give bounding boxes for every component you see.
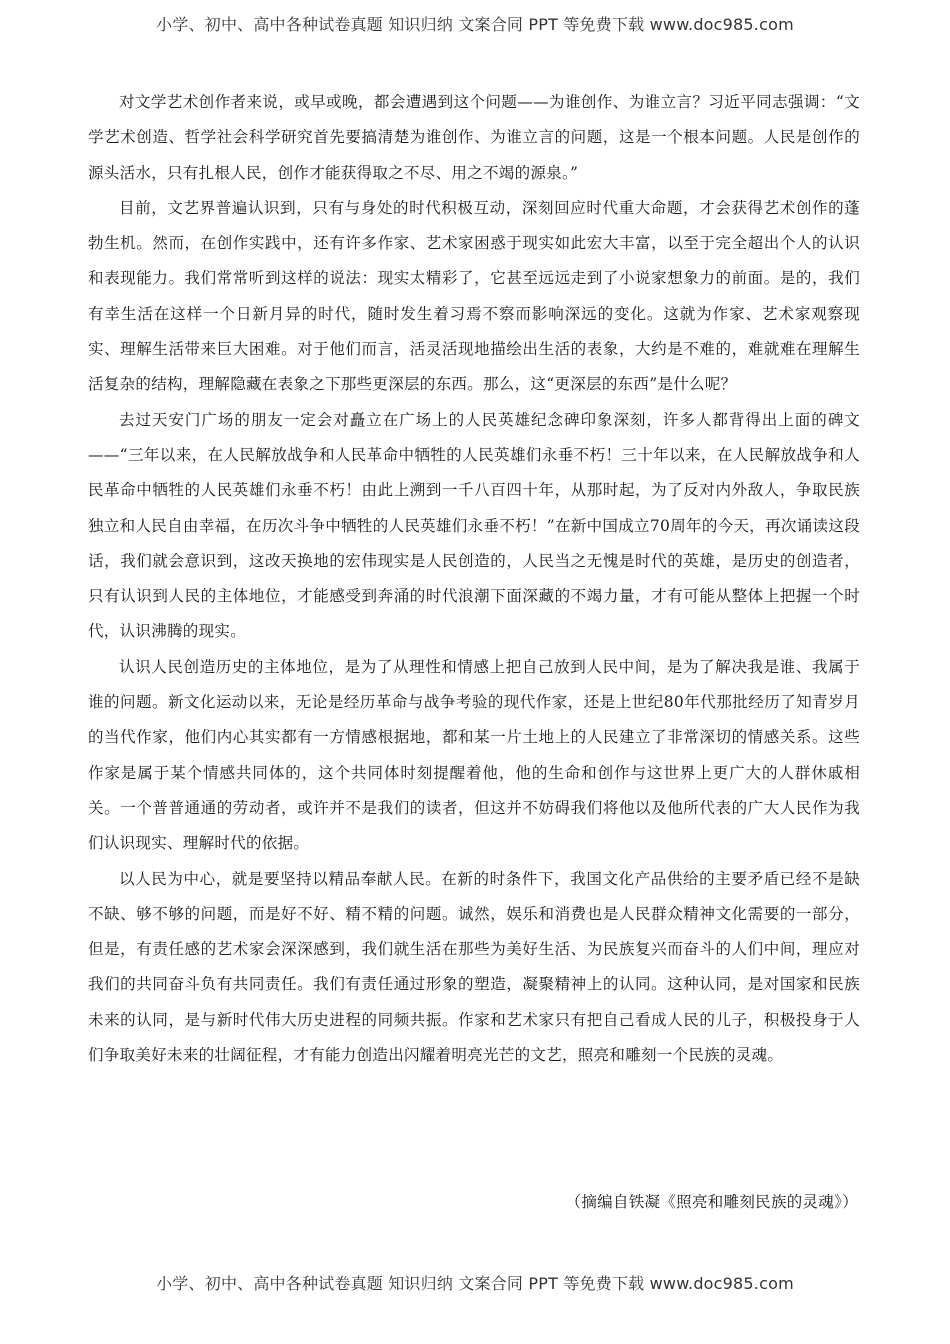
paragraph-3: 去过天安门广场的朋友一定会对矗立在广场上的人民英雄纪念碑印象深刻，许多人都背得出上面的碑文——“三年以来，在人民解放战争和人民革命中牺牲的人民英雄们永垂不朽！三十年以来，在人民解放战争和人民革命中牺牲的人民英雄们永垂不朽！由此上溯到一千八百四十年，从那时起，为了反对内外敌人，争取民族独立和人民自由幸福，在历次斗争中牺牲的人民英雄们永垂不朽！”在新中国成立70周年的今天，再次诵读这段话，我们就会意识到，这改天换地的宏伟现实是人民创造的，人民当之无愧是时代的英雄，是历史的创造者，只有认识到人民的主体地位，才能感受到奔涌的时代浪潮下面深藏的不竭力量，才有可能从整体上把握一个时代，认识沸腾的现实。	[88, 410, 860, 641]
paragraph-1: 对文学艺术创作者来说，或早或晚，都会遭遇到这个问题——为谁创作、为谁立言？习近平同志强调：“文学艺术创造、哲学社会科学研究首先要搞清楚为谁创作、为谁立言的问题，这是一个根本问题。人民是创作的源头活水，只有扎根人民，创作才能获得取之不尽、用之不竭的源泉。”	[88, 93, 860, 182]
page-header: 小学、初中、高中各种试卷真题 知识归纳 文案合同 PPT 等免费下载 www.doc985.com	[156, 15, 794, 34]
paragraph-2: 目前，文艺界普遍认识到，只有与身处的时代积极互动，深刻回应时代重大命题，才会获得艺术创作的蓬勃生机。然而，在创作实践中，还有许多作家、艺术家困惑于现实如此宏大丰富，以至于完全超出个人的认识和表现能力。我们常常听到这样的说法：现实太精彩了，它甚至远远走到了小说家想象力的前面。是的，我们有幸生活在这样一个日新月异的时代，随时发生着习焉不察而影响深远的变化。这就为作家、艺术家观察现实、理解生活带来巨大困难。对于他们而言，活灵活现地描绘出生活的表象，大约是不难的，难就难在理解生活复杂的结构，理解隐藏在表象之下那些更深层的东西。那么，这“更深层的东西”是什么呢？	[88, 198, 860, 394]
article-source: （摘编自铁凝《照亮和雕刻民族的灵魂》）	[565, 1193, 858, 1211]
article-body	[88, 85, 860, 1073]
paragraph-5: 以人民为中心，就是要坚持以精品奉献人民。在新的时条件下，我国文化产品供给的主要矛盾已经不是缺不缺、够不够的问题，而是好不好、精不精的问题。诚然，娱乐和消费也是人民群众精神文化需要的一部分，但是，有责任感的艺术家会深深感到，我们就生活在那些为美好生活、为民族复兴而奋斗的人们中间，理应对我们的共同奋斗负有共同责任。我们有责任通过形象的塑造，凝聚精神上的认同。这种认同，是对国家和民族未来的认同，是与新时代伟大历史进程的同频共振。作家和艺术家只有把自己看成人民的儿子，积极投身于人们争取美好未来的壮阔征程，才有能力创造出闪耀着明亮光芒的文艺，照亮和雕刻一个民族的灵魂。	[88, 869, 860, 1065]
paragraph-4: 认识人民创造历史的主体地位，是为了从理性和情感上把自己放到人民中间，是为了解决我是谁、我属于谁的问题。新文化运动以来，无论是经历革命与战争考验的现代作家，还是上世纪80年代那批经历了知青岁月的当代作家，他们内心其实都有一方情感根据地，都和某一片土地上的人民建立了非常深切的情感关系。这些作家是属于某个情感共同体的，这个共同体时刻提醒着他，他的生命和创作与这世界上更广大的人群休戚相关。一个普普通通的劳动者，或许并不是我们的读者，但这并不妨碍我们将他以及他所代表的广大人民作为我们认识现实、理解时代的依据。	[88, 657, 860, 853]
page-footer: 小学、初中、高中各种试卷真题 知识归纳 文案合同 PPT 等免费下载 www.doc985.com	[156, 1274, 794, 1293]
